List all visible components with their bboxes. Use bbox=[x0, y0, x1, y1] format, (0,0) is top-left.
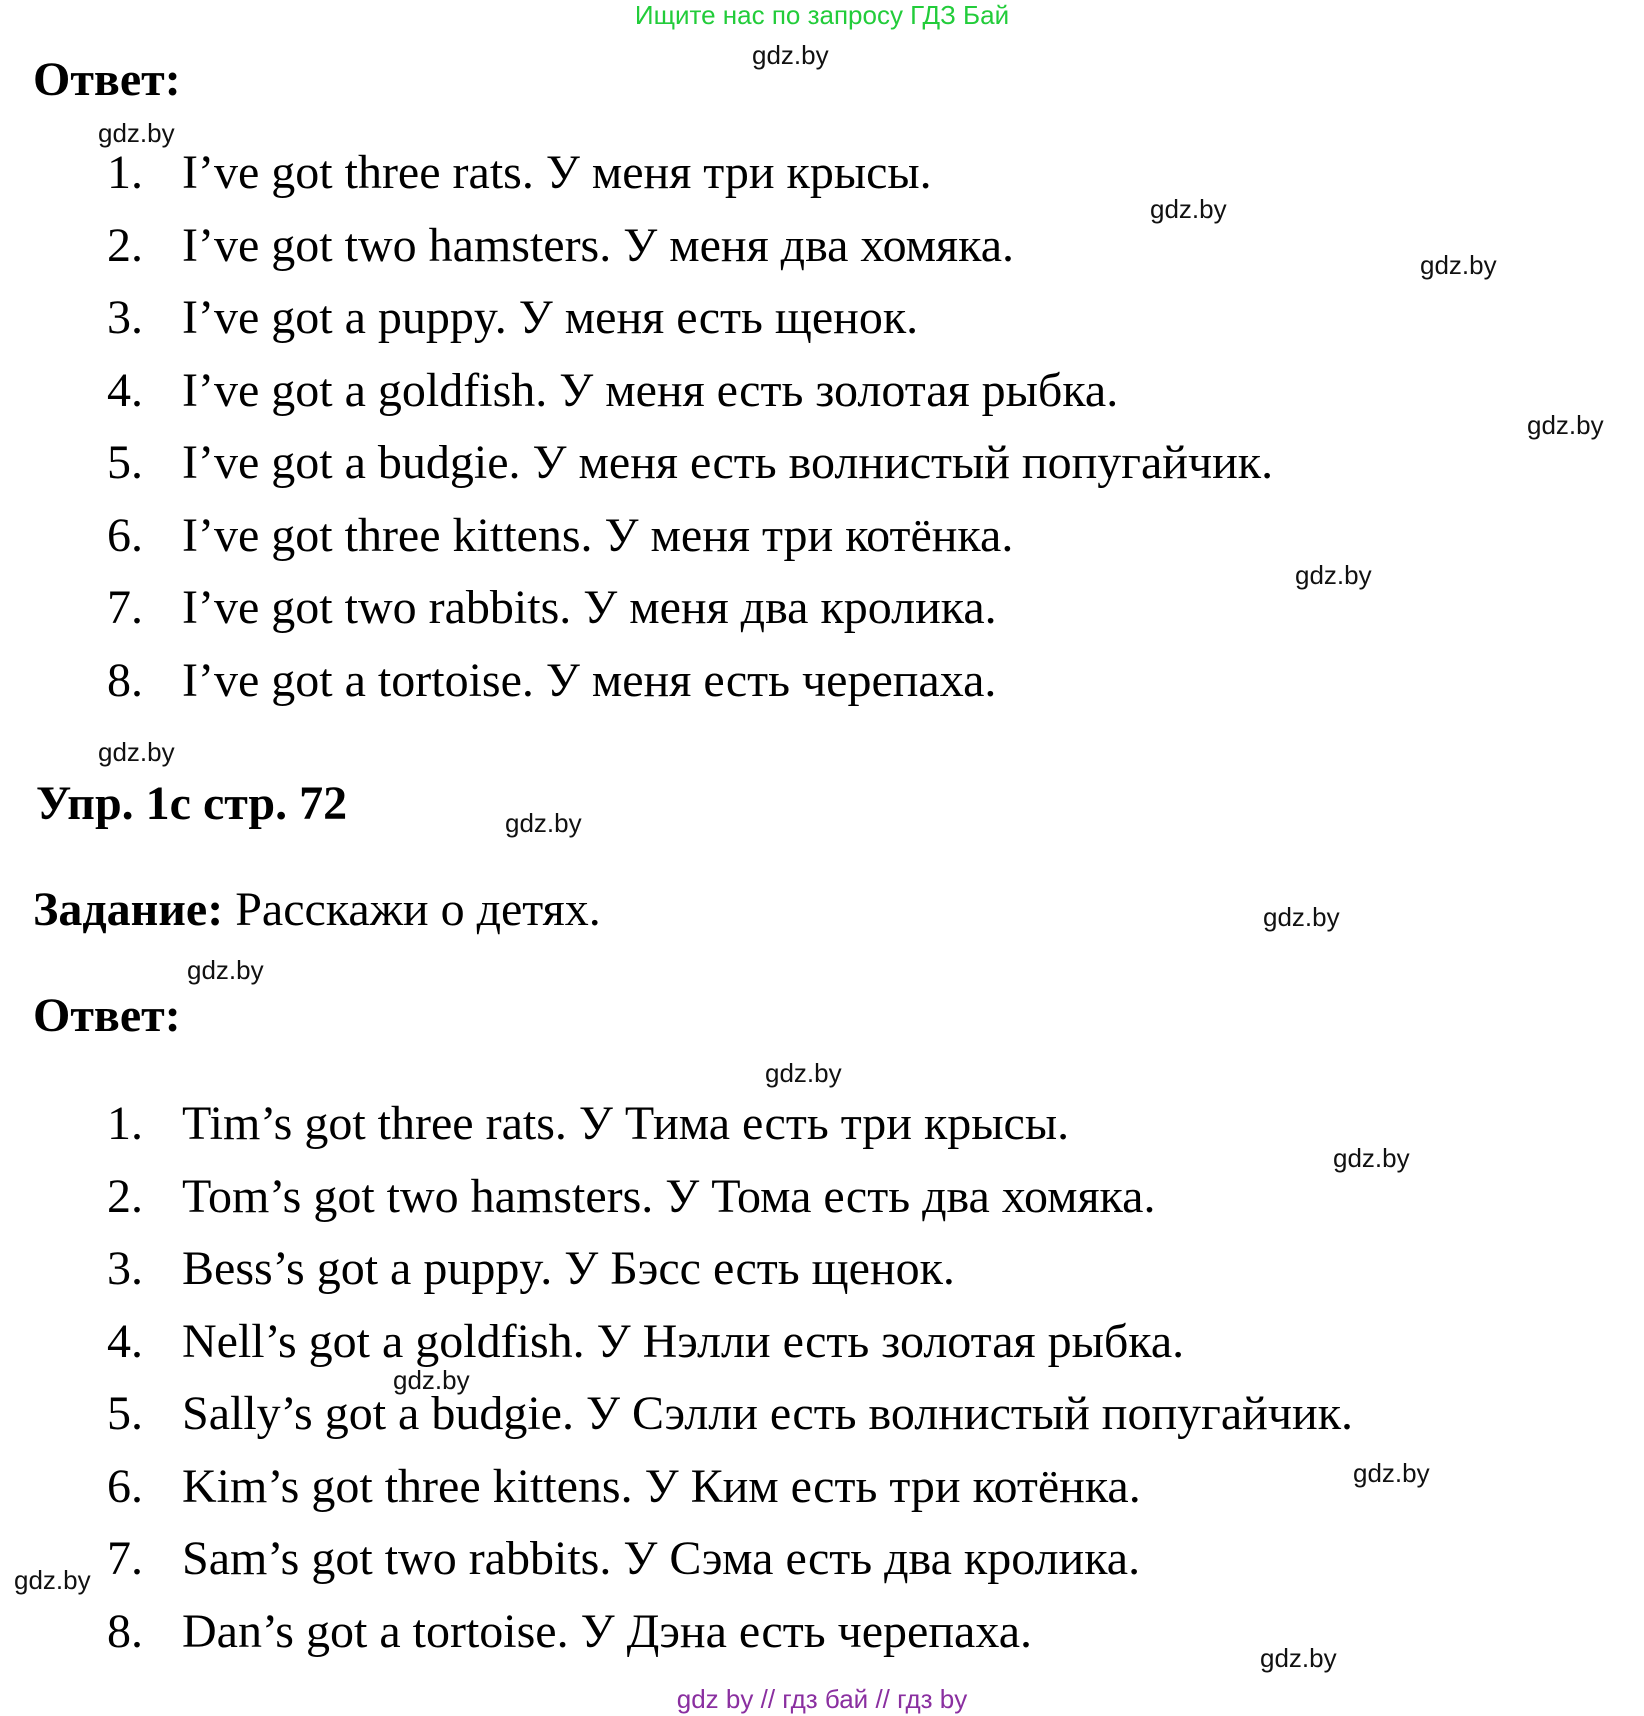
watermark: gdz.by bbox=[765, 1058, 842, 1088]
item-text: Tom’s got two hamsters. У Тома есть два хомяка. bbox=[182, 1169, 1156, 1223]
watermark: gdz.by bbox=[505, 808, 582, 838]
watermark: gdz.by bbox=[1333, 1143, 1410, 1173]
item-number: 6. bbox=[107, 508, 143, 562]
watermark: gdz.by bbox=[1260, 1643, 1337, 1673]
item-number: 7. bbox=[107, 581, 143, 634]
watermark: gdz.by bbox=[187, 955, 264, 985]
item-text: Nell’s got a goldfish. У Нэлли есть золотая рыбка. bbox=[182, 1314, 1185, 1368]
watermark: gdz.by bbox=[1150, 194, 1227, 224]
item-number: 8. bbox=[107, 1604, 143, 1658]
footer-link-gdz-by[interactable]: gdz by bbox=[676, 1684, 754, 1714]
item-number: 3. bbox=[107, 1242, 143, 1295]
watermark: gdz.by bbox=[752, 40, 829, 70]
answer-heading-1: Ответ: bbox=[33, 53, 181, 106]
item-text: Sam’s got two rabbits. У Сэма есть два кролика. bbox=[182, 1532, 1141, 1585]
item-text: I’ve got a tortoise. У меня есть черепаха. bbox=[182, 653, 997, 707]
watermark: gdz.by bbox=[1420, 250, 1497, 280]
item-text: I’ve got a puppy. У меня есть щенок. bbox=[182, 291, 919, 344]
footer-separator: // bbox=[760, 1684, 776, 1714]
item-number: 5. bbox=[107, 1387, 143, 1440]
task-line bbox=[33, 882, 601, 938]
watermark: gdz.by bbox=[98, 737, 175, 767]
item-number: 4. bbox=[107, 363, 143, 417]
watermark: gdz.by bbox=[1295, 560, 1372, 590]
exercise-title: Упр. 1с стр. 72 bbox=[36, 777, 348, 830]
item-text: Sally’s got a budgie. У Сэлли есть волнистый попугайчик. bbox=[182, 1387, 1354, 1440]
footer-link-gdz-by-ru[interactable]: гдз by bbox=[897, 1684, 968, 1714]
item-number: 7. bbox=[107, 1532, 143, 1585]
item-number: 2. bbox=[107, 218, 143, 272]
answer-heading-2: Ответ: bbox=[33, 989, 181, 1042]
item-text: I’ve got three rats. У меня три крысы. bbox=[182, 146, 932, 199]
item-text: Dan’s got a tortoise. У Дэна есть черепаха. bbox=[182, 1604, 1033, 1658]
item-number: 1. bbox=[107, 146, 143, 199]
item-number: 3. bbox=[107, 291, 143, 344]
item-number: 6. bbox=[107, 1459, 143, 1513]
footer-separator: // bbox=[875, 1684, 890, 1714]
item-number: 5. bbox=[107, 436, 143, 489]
footer-link-gdz-bai[interactable]: гдз бай bbox=[782, 1684, 869, 1714]
item-text: I’ve got three kittens. У меня три котёнка. bbox=[182, 508, 1014, 562]
item-text: Bess’s got a puppy. У Бэсс есть щенок. bbox=[182, 1242, 955, 1295]
item-text: I’ve got a goldfish. У меня есть золотая рыбка. bbox=[182, 363, 1119, 417]
item-number: 4. bbox=[107, 1314, 143, 1368]
task-text: Расскажи о детях. bbox=[223, 883, 601, 936]
item-text: Tim’s got three rats. У Тима есть три крысы. bbox=[182, 1097, 1070, 1150]
item-text: Kim’s got three kittens. У Ким есть три котёнка. bbox=[182, 1459, 1141, 1513]
watermark: gdz.by bbox=[14, 1565, 91, 1595]
item-number: 2. bbox=[107, 1169, 143, 1223]
watermark: gdz.by bbox=[1263, 902, 1340, 932]
item-text: I’ve got two rabbits. У меня два кролика. bbox=[182, 581, 997, 634]
item-text: I’ve got a budgie. У меня есть волнистый попугайчик. bbox=[182, 436, 1274, 489]
item-number: 1. bbox=[107, 1097, 143, 1150]
watermark: gdz.by bbox=[1353, 1458, 1430, 1488]
task-label: Задание: bbox=[33, 883, 224, 936]
watermark: gdz.by bbox=[1527, 410, 1604, 440]
watermark: gdz.by bbox=[98, 118, 175, 148]
item-text: I’ve got two hamsters. У меня два хомяка. bbox=[182, 218, 1015, 272]
watermark: gdz.by bbox=[393, 1365, 470, 1395]
item-number: 8. bbox=[107, 653, 143, 707]
search-banner: Ищите нас по запросу ГДЗ Бай bbox=[634, 0, 1010, 30]
footer bbox=[0, 1684, 1644, 1714]
